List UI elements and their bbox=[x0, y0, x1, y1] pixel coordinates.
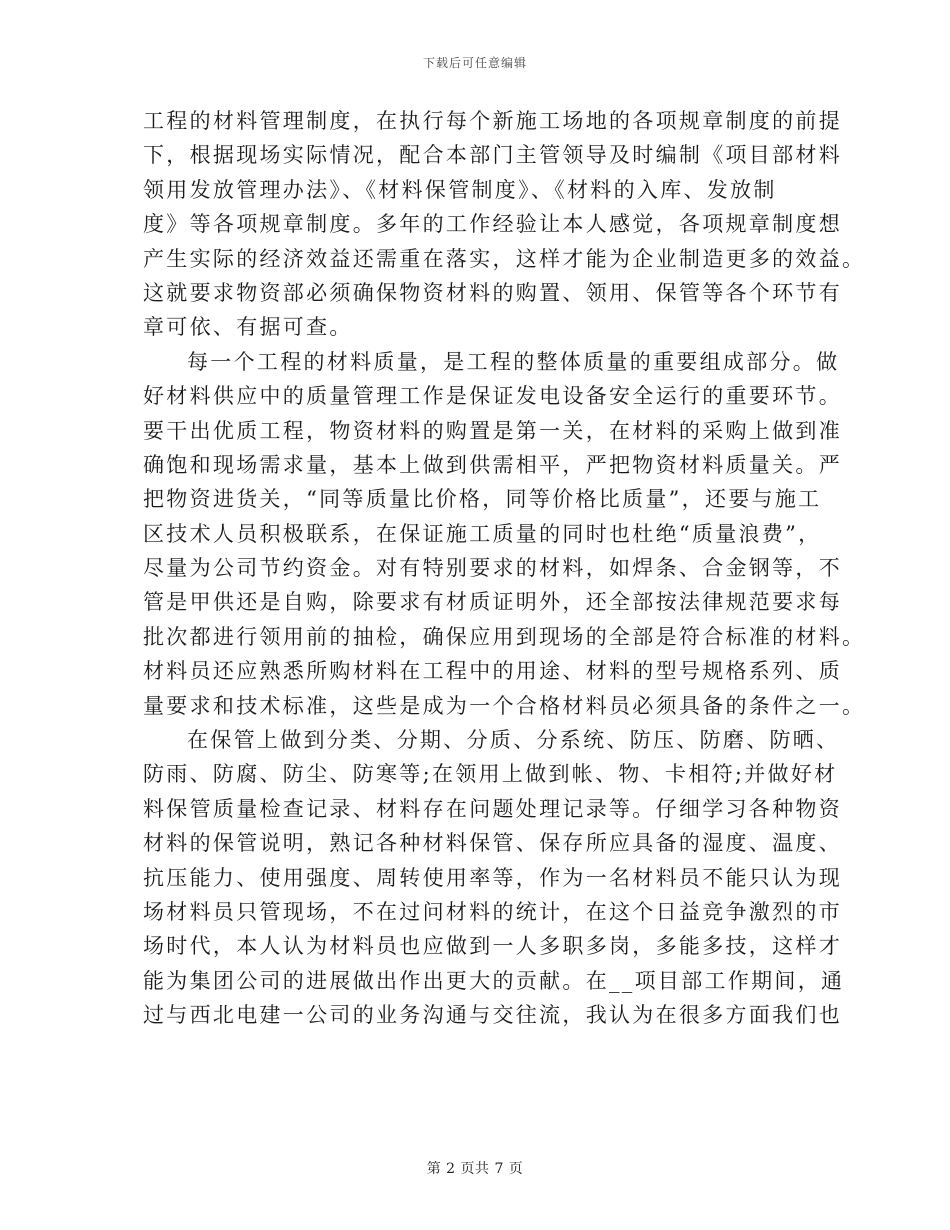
text-line: 材料员还应熟悉所购材料在工程中的用途、材料的型号规格系列、质 bbox=[143, 659, 842, 684]
text-line: 料保管质量检查记录、材料存在问题处理记录等。仔细学习各种物资 bbox=[143, 796, 842, 821]
text-line: 度》等各项规章制度。多年的工作经验让本人感觉，各项规章制度想 bbox=[143, 212, 842, 237]
text-line: 好材料供应中的质量管理工作是保证发电设备安全运行的重要环节。 bbox=[143, 384, 842, 409]
text-line: 量要求和技术标准，这些是成为一个合格材料员必须具备的条件之一。 bbox=[143, 693, 866, 718]
text-line: 场材料员只管现场，不在过问材料的统计，在这个日益竞争激烈的市 bbox=[143, 899, 842, 924]
text-line: 产生实际的经济效益还需重在落实，这样才能为企业制造更多的效益。 bbox=[143, 246, 866, 271]
paragraph-first-line: 在保管上做到分类、分期、分质、分系统、防压、防磨、防晒、 bbox=[187, 728, 840, 753]
document-body bbox=[143, 104, 866, 1033]
text-line: 确饱和现场需求量，基本上做到供需相平，严把物资材料质量关。严 bbox=[143, 452, 842, 477]
text-line: 防雨、防腐、防尘、防寒等;在领用上做到帐、物、卡相符;并做好材 bbox=[143, 762, 838, 787]
text-line: 过与西北电建一公司的业务沟通与交往流，我认为在很多方面我们也 bbox=[143, 1003, 842, 1028]
text-line: 把物资进货关，“同等质量比价格，同等价格比质量”，还要与施工 bbox=[143, 487, 822, 512]
text-line: 这就要求物资部必须确保物资材料的购置、领用、保管等各个环节有 bbox=[143, 280, 842, 305]
page-number-footer: 第 2 页共 7 页 bbox=[426, 1161, 524, 1177]
text-line: 管是甲供还是自购，除要求有材质证明外，还全部按法律规范要求每 bbox=[143, 590, 842, 615]
text-line: 区技术人员积极联系，在保证施工质量的同时也杜绝“质量浪费”， bbox=[143, 521, 822, 546]
text-line: 能为集团公司的进展做出作出更大的贡献。在__项目部工作期间，通 bbox=[143, 968, 845, 993]
paragraph-first-line: 每一个工程的材料质量，是工程的整体质量的重要组成部分。做 bbox=[187, 349, 840, 374]
text-line: 要干出优质工程，物资材料的购置是第一关，在材料的采购上做到准 bbox=[143, 418, 842, 443]
text-line: 抗压能力、使用强度、周转使用率等，作为一名材料员不能只认为现 bbox=[143, 865, 842, 890]
text-line: 批次都进行领用前的抽检，确保应用到现场的全部是符合标准的材料。 bbox=[143, 624, 866, 649]
text-line: 下，根据现场实际情况，配合本部门主管领导及时编制《项目部材料 bbox=[143, 143, 842, 168]
text-line: 工程的材料管理制度，在执行每个新施工场地的各项规章制度的前提 bbox=[143, 109, 842, 133]
text-line: 场时代，本人认为材料员也应做到一人多职多岗，多能多技，这样才 bbox=[143, 934, 842, 959]
text-line: 章可依、有据可查。 bbox=[143, 315, 353, 340]
text-line: 材料的保管说明，熟记各种材料保管、保存所应具备的湿度、温度、 bbox=[143, 831, 842, 856]
text-line: 尽量为公司节约资金。对有特别要求的材料，如焊条、合金钢等，不 bbox=[143, 556, 842, 581]
text-line: 领用发放管理办法》、《材料保管制度》、《材料的入库、发放制 bbox=[143, 177, 777, 202]
page-header: 下载后可任意编辑 bbox=[422, 56, 527, 70]
